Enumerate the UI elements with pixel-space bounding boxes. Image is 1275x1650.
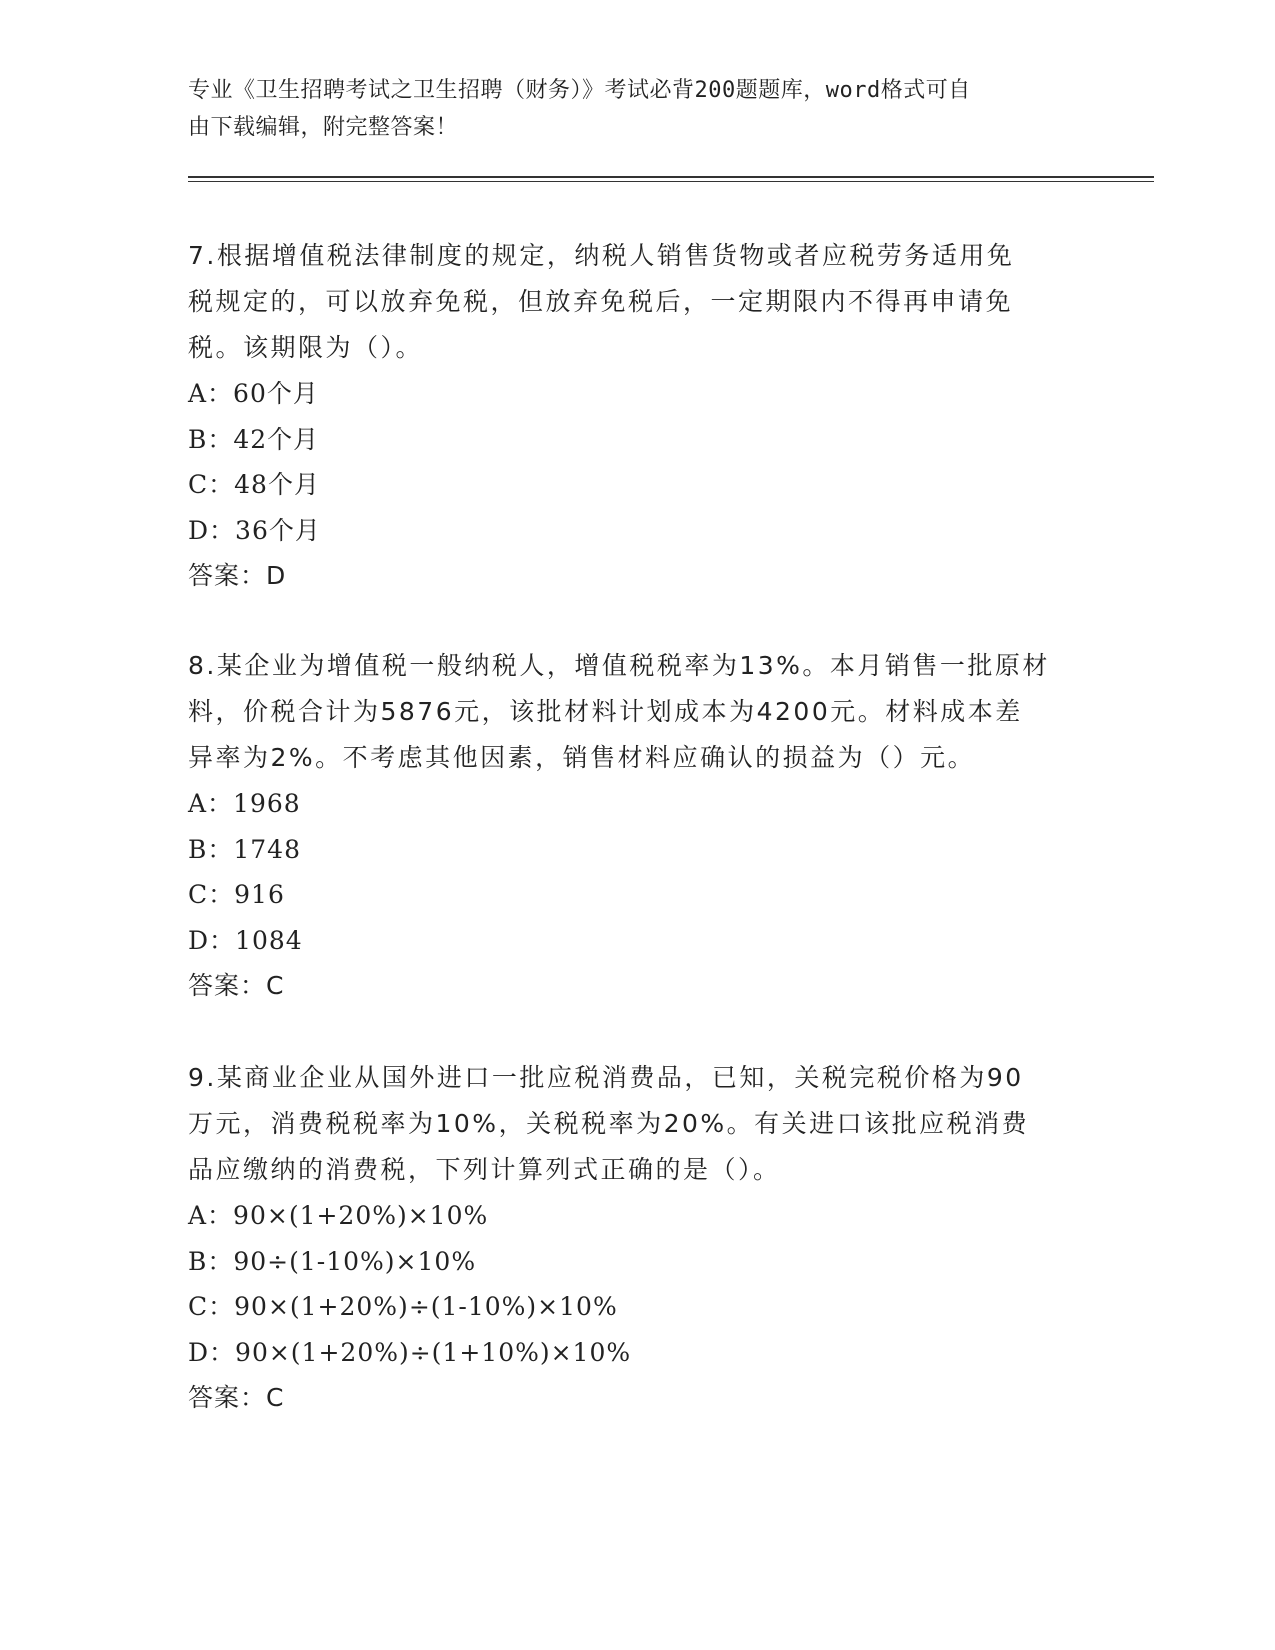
header-divider-thick	[188, 176, 1154, 178]
option-b: B：1748	[188, 834, 301, 864]
option-d: D：90×(1+20%)÷(1+10%)×10%	[188, 1337, 632, 1367]
question-9	[188, 1055, 1088, 1421]
question-stem-line: 品应缴纳的消费税，下列计算列式正确的是（）。	[188, 1155, 781, 1184]
document-header	[188, 72, 1068, 146]
question-8	[188, 643, 1088, 1009]
header-line-2: 由下载编辑，附完整答案！	[188, 115, 459, 140]
question-stem-line: 9.某商业企业从国外进口一批应税消费品，已知，关税完税价格为90	[188, 1063, 1024, 1092]
question-stem-line: 7.根据增值税法律制度的规定，纳税人销售货物或者应税劳务适用免	[188, 241, 1015, 270]
question-stem-line: 料，价税合计为5876元，该批材料计划成本为4200元。材料成本差	[188, 697, 1023, 726]
option-d: D：36个月	[188, 515, 321, 545]
header-line-1: 专业《卫生招聘考试之卫生招聘（财务）》考试必背200题题库，word格式可自	[188, 78, 971, 103]
question-7	[188, 233, 1088, 599]
option-d: D：1084	[188, 925, 303, 955]
answer: 答案：D	[188, 561, 287, 590]
answer: 答案：C	[188, 971, 285, 1000]
question-stem-line: 8.某企业为增值税一般纳税人，增值税税率为13%。本月销售一批原材	[188, 651, 1050, 680]
option-b: B：90÷(1-10%)×10%	[188, 1246, 477, 1276]
question-stem-line: 万元，消费税税率为10%，关税税率为20%。有关进口该批应税消费	[188, 1109, 1030, 1138]
question-stem-line: 异率为2%。不考虑其他因素，销售材料应确认的损益为（）元。	[188, 743, 976, 772]
option-b: B：42个月	[188, 424, 320, 454]
header-divider-thin	[188, 181, 1154, 182]
question-stem-line: 税规定的，可以放弃免税，但放弃免税后，一定期限内不得再申请免	[188, 287, 1014, 316]
option-c: C：916	[188, 880, 285, 909]
option-c: C：48个月	[188, 470, 320, 499]
question-stem-line: 税。该期限为（）。	[188, 333, 424, 362]
option-a: A：1968	[188, 789, 301, 818]
option-c: C：90×(1+20%)÷(1-10%)×10%	[188, 1292, 618, 1321]
option-a: A：90×(1+20%)×10%	[188, 1201, 489, 1230]
answer: 答案：C	[188, 1383, 285, 1412]
option-a: A：60个月	[188, 379, 319, 408]
